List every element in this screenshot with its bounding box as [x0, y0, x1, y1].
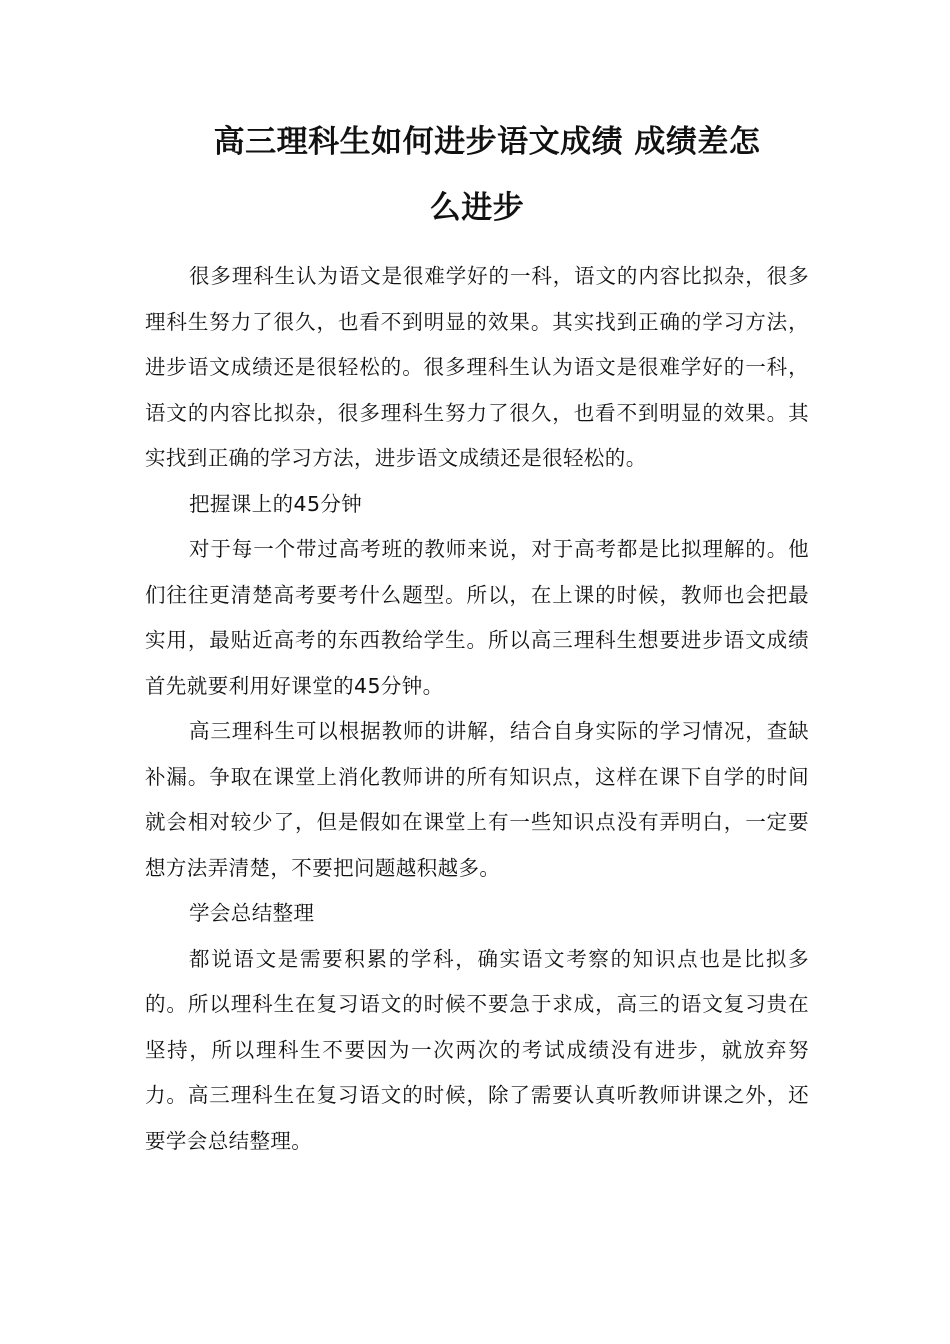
paragraph-review-gaps: 高三理科生可以根据教师的讲解，结合自身实际的学习情况，查缺补漏。争取在课堂上消化教师讲的所有知识点，这样在课下自学的时间就会相对较少了，但是假如在课堂上有一些知识点没有弄明白，一定要想方法弄清楚，不要把问题越积越多。	[145, 719, 809, 880]
document-title-line-1: 高三理科生如何进步语文成绩 成绩差怎	[213, 124, 761, 160]
section-heading-class-time: 把握课上的45分钟	[189, 491, 363, 516]
paragraph-summarize: 都说语文是需要积累的学科，确实语文考察的知识点也是比拟多的。所以理科生在复习语文的时候不要急于求成，高三的语文复习贵在坚持，所以理科生不要因为一次两次的考试成绩没有进步，就放弃努力。高三理科生在复习语文的时候，除了需要认真听教师讲课之外，还要学会总结整理。	[145, 946, 809, 1153]
document-body	[145, 254, 809, 1164]
paragraph-intro: 很多理科生认为语文是很难学好的一科，语文的内容比拟杂，很多理科生努力了很久，也看不到明显的效果。其实找到正确的学习方法，进步语文成绩还是很轻松的。很多理科生认为语文是很难学好的一科，语文的内容比拟杂，很多理科生努力了很久，也看不到明显的效果。其实找到正确的学习方法，进步语文成绩还是很轻松的。	[145, 264, 809, 470]
paragraph-class-time: 对于每一个带过高考班的教师来说，对于高考都是比拟理解的。他们往往更清楚高考要考什么题型。所以，在上课的时候，教师也会把最实用，最贴近高考的东西教给学生。所以高三理科生想要进步语文成绩首先就要利用好课堂的45分钟。	[145, 537, 809, 698]
section-heading-summarize: 学会总结整理	[189, 901, 315, 925]
document-title-line-2: 么进步	[429, 190, 525, 226]
